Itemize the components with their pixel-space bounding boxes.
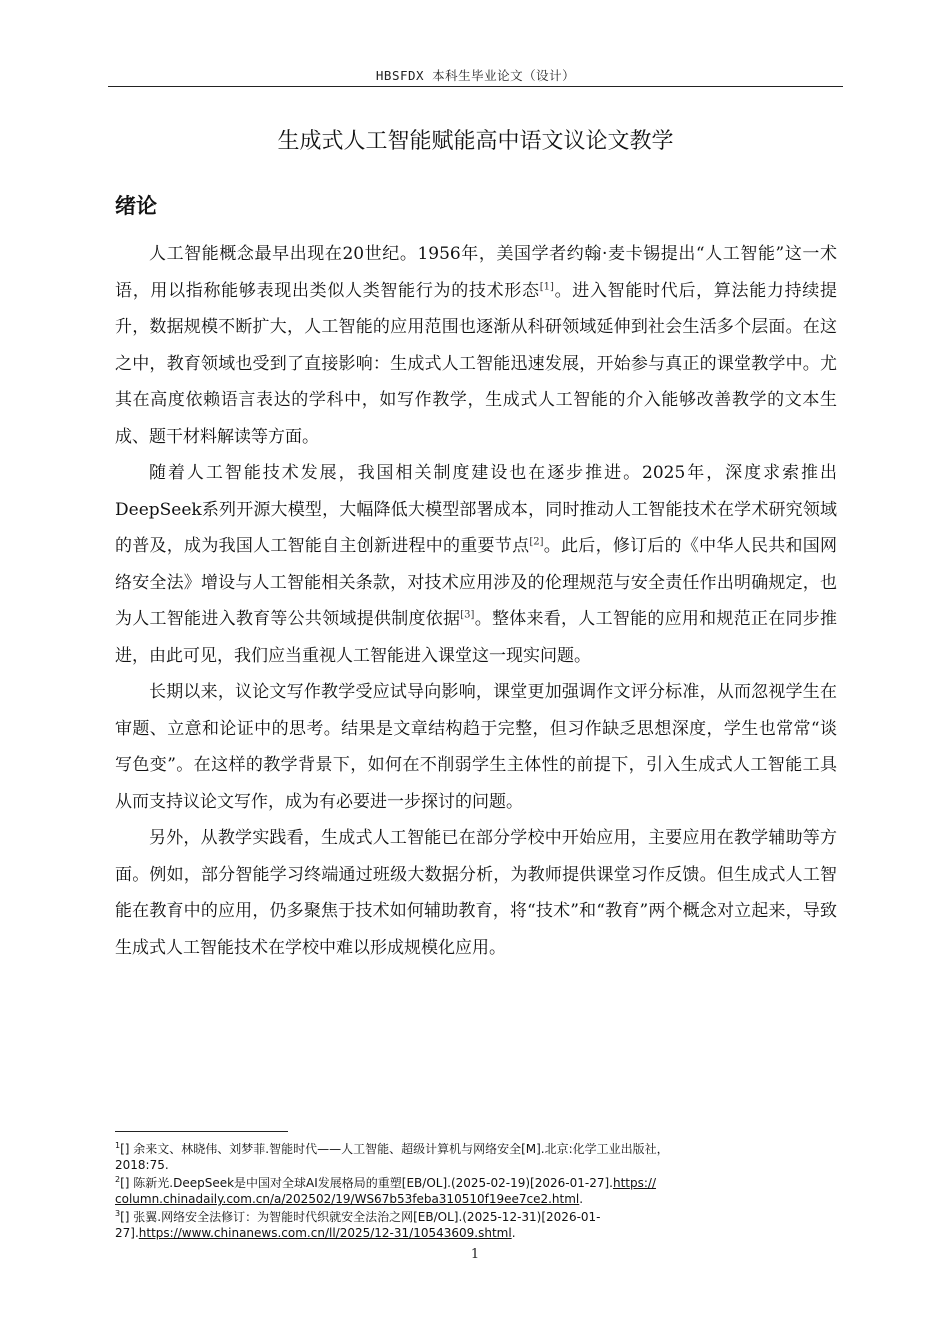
footnote-1-text: [] 余来文、林晓伟、刘梦菲.智能时代——人工智能、超级计算机与网络安全[M].北京:化学工业出版社，2018:75. — [115, 1142, 669, 1172]
footnote-mark-3: 3 — [115, 1209, 121, 1218]
footnote-3-text-line-2: 27]. — [115, 1226, 139, 1240]
section-heading: 绪论 — [115, 194, 157, 218]
footnote-2-text: [] 陈新光.DeepSeek是中国对全球AI发展格局的重塑[EB/OL].(2025-02-19)[2026-01-27]. — [120, 1176, 613, 1190]
paragraph-2-part-a: 随着人工智能技术发展，我国相关制度建设也在逐步推进。2025年，深度求索推出DeepSeek系列开源大模型，大幅降低大模型部署成本，同时推动人工智能技术在学术研究领域的普及，成为我国人工智能自主创新进程中的重要节点 — [115, 463, 837, 556]
paragraph-2-part-b: 。此后，修订后的《中华人民共和国网络安全法》增设与人工智能相关条款，对技术应用涉及的伦理规范与安全责任作出明确规定，也为人工智能进入教育等公共领域提供制度依据 — [115, 536, 838, 629]
paragraph-2-part-c: 。整体来看，人工智能的应用和规范正在同步推进，由此可见，我们应当重视人工智能进入课堂这一现实问题。 — [115, 609, 837, 666]
paragraph-4: 另外，从教学实践看，生成式人工智能已在部分学校中开始应用，主要应用在教学辅助等方面。例如，部分智能学习终端通过班级大数据分析，为教师提供课堂习作反馈。但生成式人工智能在教育中的应用，仍多聚焦于技术如何辅助教育，将“技术”和“教育”两个概念对立起来，导致生成式人工智能技术在学校中难以形成规模化应用。 — [115, 828, 837, 958]
footnote-3-link[interactable]: https://www.chinanews.com.cn/ll/2025/12-31/10543609.shtml — [138, 1226, 512, 1240]
citation-1[interactable]: [1] — [539, 280, 554, 292]
citation-2[interactable]: [2] — [529, 536, 544, 548]
running-header: HBSFDX 本科生毕业论文（设计） — [375, 68, 576, 83]
paragraph-2 — [115, 455, 837, 674]
footnote-2-link-line-2: column.chinadaily.com.cn/a/202502/19/WS67b53feba310510f19ee7ce2.html — [115, 1192, 580, 1206]
footnote-2-tail: . — [579, 1192, 584, 1206]
paragraph-1 — [115, 236, 837, 455]
citation-3[interactable]: [3] — [460, 609, 475, 621]
footnote-2 — [115, 1175, 715, 1207]
page-number: 1 — [470, 1247, 480, 1262]
footnotes — [115, 1141, 715, 1243]
footnote-3-text-line-1: [] 张翼.网络安全法修订：为智能时代织就安全法治之网[EB/OL].(2025-12-31)[2026-01- — [120, 1210, 601, 1224]
paragraph-1-part-a: 人工智能概念最早出现在20世纪。1956年，美国学者约翰·麦卡锡提出“人工智能”这一术语，用以指称能够表现出类似人类智能行为的技术形态 — [115, 244, 837, 301]
paragraph-1-part-b: 。进入智能时代后，算法能力持续提升，数据规模不断扩大，人工智能的应用范围也逐渐从科研领域延伸到社会生活多个层面。在这之中，教育领域也受到了直接影响：生成式人工智能迅速发展，开始参与真正的课堂教学中。尤其在高度依赖语言表达的学科中，如写作教学，生成式人工智能的介入能够改善教学的文本生成、题干材料解读等方面。 — [115, 280, 838, 447]
body-text — [115, 236, 837, 966]
footnote-3 — [115, 1209, 715, 1241]
footnote-2-link-line-1: https:// — [612, 1176, 656, 1190]
paragraph-3: 长期以来，议论文写作教学受应试导向影响，课堂更加强调作文评分标准，从而忽视学生在审题、立意和论证中的思考。结果是文章结构趋于完整，但习作缺乏思想深度，学生也常常“谈写色变”。在这样的教学背景下，如何在不削弱学生主体性的前提下，引入生成式人工智能工具从而支持议论文写作，成为有必要进一步探讨的问题。 — [115, 682, 837, 812]
footnote-3-tail: . — [511, 1226, 516, 1240]
footnote-mark-2: 2 — [115, 1175, 121, 1184]
footnote-1 — [115, 1141, 715, 1173]
header-rule — [108, 86, 843, 87]
footnote-mark-1: 1 — [115, 1141, 121, 1150]
document-title: 生成式人工智能赋能高中语文议论文教学 — [277, 129, 674, 154]
footnote-separator — [115, 1131, 288, 1132]
